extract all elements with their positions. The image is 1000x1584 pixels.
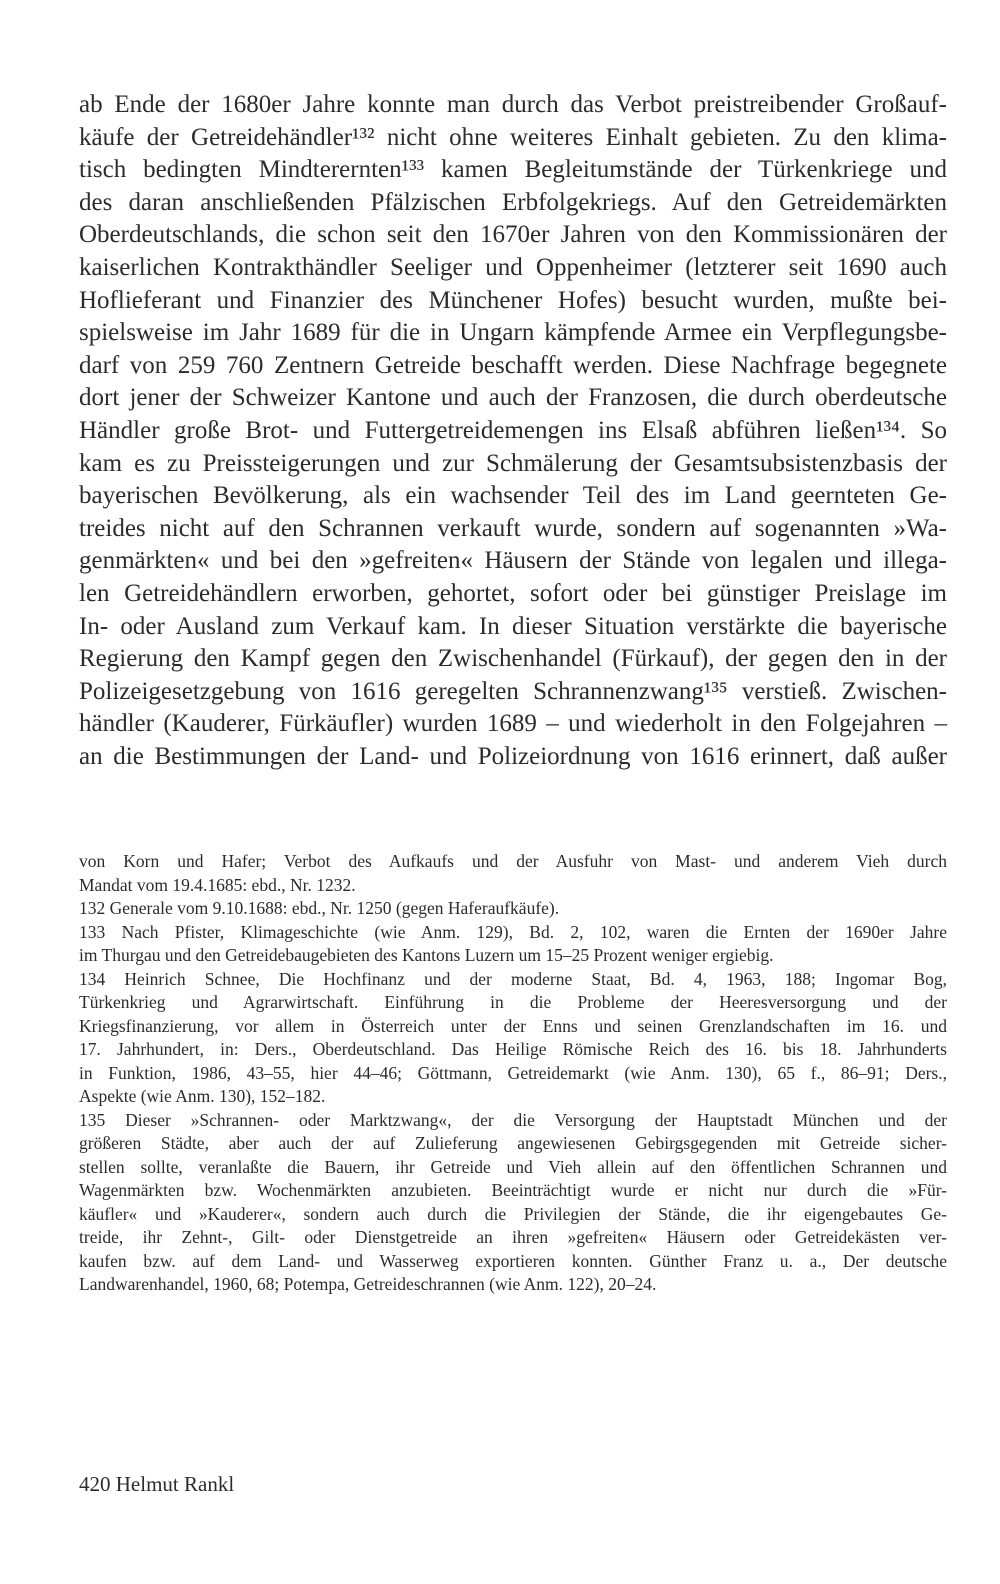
main-text-line: ab Ende der 1680er Jahre konnte man durch das Verbot preistreibender Großauf- bbox=[79, 91, 947, 118]
main-text-line: händler (Kauderer, Fürkäufler) wurden 1689 – und wiederholt in den Folgejahren – bbox=[79, 710, 947, 738]
main-text-line: Oberdeutschlands, die schon seit den 1670er Jahren von den Kommissionären der bbox=[79, 221, 947, 249]
main-text-block bbox=[79, 89, 947, 773]
main-text-line: käufe der Getreidehändler¹³² nicht ohne weiteres Einhalt gebieten. Zu den klima- bbox=[79, 123, 947, 151]
footnote-line: Kriegsfinanzierung, vor allem in Österreich unter der Enns und seinen Grenzlandschaften im 16. und bbox=[79, 1015, 947, 1036]
main-text-line: Polizeigesetzgebung von 1616 geregelten Schrannenzwang¹³⁵ verstieß. Zwischen- bbox=[79, 677, 947, 705]
footnote-line: kaufen bzw. auf dem Land- und Wasserweg exportieren konnten. Günther Franz u. a., Der deutsche bbox=[79, 1250, 947, 1271]
main-text-line: Regierung den Kampf gegen den Zwischenhandel (Fürkauf), der gegen den in der bbox=[79, 645, 947, 673]
footnote-line: Aspekte (wie Anm. 130), 152–182. bbox=[79, 1086, 326, 1106]
main-text-line: des daran anschließenden Pfälzischen Erbfolgekriegs. Auf den Getreidemärkten bbox=[79, 188, 947, 216]
footnote-133: 133 Nach Pfister, Klimageschichte (wie Anm. 129), Bd. 2, 102, waren die Ernten der 1690er Jahre bbox=[79, 921, 947, 942]
main-text-line: genmärkten« und bei den »gefreiten« Häusern der Stände von legalen und illega- bbox=[79, 547, 947, 575]
footnotes-block bbox=[79, 850, 947, 1297]
main-text-line: len Getreidehändlern erworben, gehortet, sofort oder bei günstiger Preislage im bbox=[79, 579, 947, 607]
main-text-line: darf von 259 760 Zentnern Getreide beschafft werden. Diese Nachfrage begegnete bbox=[79, 351, 947, 379]
footnote-line: stellen sollte, veranlaßte die Bauern, ihr Getreide und Vieh allein auf den öffentlichen Schrannen und bbox=[79, 1156, 947, 1177]
footnote-line: Türkenkrieg und Agrarwirtschaft. Einführung in die Probleme der Heeresversorgung und der bbox=[79, 992, 947, 1012]
footnote-line: Mandat vom 19.4.1685: ebd., Nr. 1232. bbox=[79, 874, 356, 895]
page-number: 420 bbox=[79, 1472, 111, 1496]
main-text-line: dort jener der Schweizer Kantone und auch der Franzosen, die durch oberdeutsche bbox=[79, 384, 947, 412]
footnote-line: 17. Jahrhundert, in: Ders., Oberdeutschland. Das Heilige Römische Reich des 16. bis 18. Jahrhunderts bbox=[79, 1039, 947, 1059]
main-text-line: spielsweise im Jahr 1689 für die in Ungarn kämpfende Armee ein Verpflegungsbe- bbox=[79, 319, 947, 347]
main-text-line: treides nicht auf den Schrannen verkauft wurde, sondern auf sogenannten »Wa- bbox=[79, 514, 947, 542]
footnote-134: 134 Heinrich Schnee, Die Hochfinanz und der moderne Staat, Bd. 4, 1963, 188; Ingomar Bog, bbox=[79, 968, 947, 989]
footnote-line: Wagenmärkten bzw. Wochenmärkten anzubieten. Beeinträchtigt wurde er nicht nur durch die »Für- bbox=[79, 1180, 947, 1200]
footnote-line: treide, ihr Zehnt-, Gilt- oder Dienstgetreide an ihren »gefreiten« Häusern oder Getreidekästen ver- bbox=[79, 1227, 947, 1247]
page-footer bbox=[79, 1470, 234, 1498]
main-text-line: bayerischen Bevölkerung, als ein wachsender Teil des im Land geernteten Ge- bbox=[79, 482, 947, 510]
main-text-line: Händler große Brot- und Futtergetreidemengen ins Elsaß abführen ließen¹³⁴. So bbox=[79, 416, 947, 444]
main-text-line: kam es zu Preissteigerungen und zur Schmälerung der Gesamtsubsistenzbasis der bbox=[79, 449, 947, 477]
footnote-line: Landwarenhandel, 1960, 68; Potempa, Getreideschrannen (wie Anm. 122), 20–24. bbox=[79, 1274, 657, 1294]
footnote-line: größeren Städte, aber auch der auf Zulieferung angewiesenen Gebirgsgegenden mit Getreide sicher- bbox=[79, 1133, 947, 1153]
footnote-132: 132 Generale vom 9.10.1688: ebd., Nr. 1250 (gegen Haferaufkäufe). bbox=[79, 898, 560, 918]
main-text-line: Hoflieferant und Finanzier des Münchener Hofes) besucht wurden, mußte bei- bbox=[79, 286, 947, 314]
main-text-line: tisch bedingten Mindterernten¹³³ kamen Begleitumstände der Türkenkriege und bbox=[79, 156, 947, 184]
main-text-line: kaiserlichen Kontrakthändler Seeliger und Oppenheimer (letzterer seit 1690 auch bbox=[79, 253, 947, 281]
main-text-line: an die Bestimmungen der Land- und Polizeiordnung von 1616 erinnert, daß außer bbox=[79, 742, 947, 770]
footnote-line: käufler« und »Kauderer«, sondern auch durch die Privilegien der Stände, die ihr eigengebautes Ge- bbox=[79, 1203, 947, 1224]
footnote-line: von Korn und Hafer; Verbot des Aufkaufs und der Ausfuhr von Mast- und anderem Vieh durch bbox=[79, 851, 947, 871]
footnote-135: 135 Dieser »Schrannen- oder Marktzwang«, der die Versorgung der Hauptstadt München und der bbox=[79, 1109, 947, 1130]
running-author: Helmut Rankl bbox=[115, 1472, 235, 1496]
main-text-line: In- oder Ausland zum Verkauf kam. In dieser Situation verstärkte die bayerische bbox=[79, 612, 947, 640]
footnote-line: in Funktion, 1986, 43–55, hier 44–46; Göttmann, Getreidemarkt (wie Anm. 130), 65 f., 86–91; Ders., bbox=[79, 1062, 947, 1083]
footnote-line: im Thurgau und den Getreidebaugebieten des Kantons Luzern um 15–25 Prozent weniger ergiebig. bbox=[79, 945, 774, 965]
